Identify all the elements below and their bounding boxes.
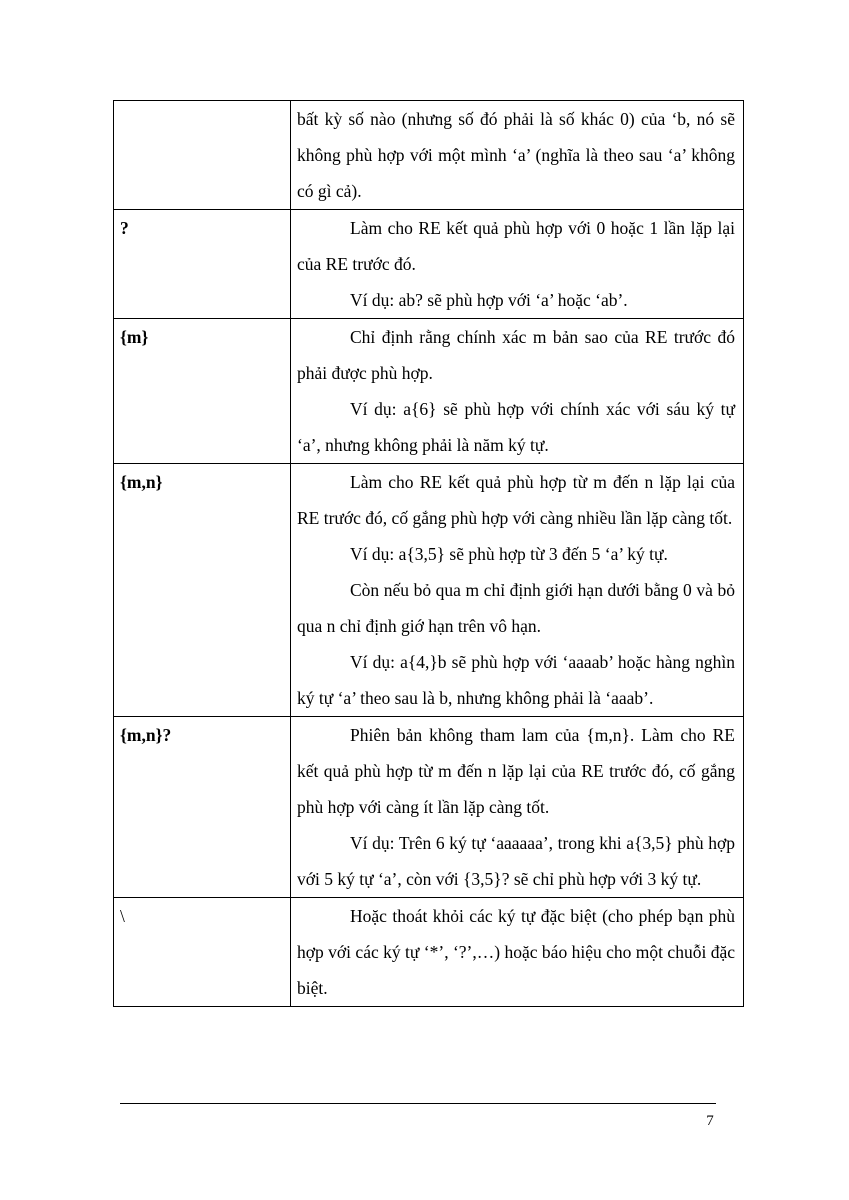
example-paragraph: Ví dụ: a{4,}b sẽ phù hợp với ‘aaaab’ hoặc hàng nghìn ký tự ‘a’ theo sau là b, nhưng không phải là ‘aaab’. xyxy=(297,652,735,708)
table-key-cell: \ xyxy=(114,898,291,1007)
footer-divider xyxy=(120,1103,716,1104)
table-description-cell xyxy=(291,210,744,319)
table-row xyxy=(114,210,744,319)
example-paragraph: Ví dụ: Trên 6 ký tự ‘aaaaaa’, trong khi a{3,5} phù hợp với 5 ký tự ‘a’, còn với {3,5}? sẽ chỉ phù hợp với 3 ký tự. xyxy=(297,833,735,889)
description-paragraph: Làm cho RE kết quả phù hợp từ m đến n lặp lại của RE trước đó, cố gắng phù hợp với càng nhiều lần lặp càng tốt. xyxy=(297,472,735,528)
regex-quantifier-table xyxy=(113,100,744,1007)
table-row xyxy=(114,319,744,464)
example-paragraph: Ví dụ: a{6} sẽ phù hợp với chính xác với sáu ký tự ‘a’, nhưng không phải là năm ký tự. xyxy=(297,399,735,455)
example-paragraph: Ví dụ: a{3,5} sẽ phù hợp từ 3 đến 5 ‘a’ ký tự. xyxy=(350,544,668,564)
table-key-cell: ? xyxy=(114,210,291,319)
table-description-cell xyxy=(291,101,744,210)
table-row xyxy=(114,717,744,898)
table-row xyxy=(114,898,744,1007)
description-paragraph: Làm cho RE kết quả phù hợp với 0 hoặc 1 lần lặp lại của RE trước đó. xyxy=(297,218,735,274)
description-paragraph: Phiên bản không tham lam của {m,n}. Làm cho RE kết quả phù hợp từ m đến n lặp lại của RE trước đó, cố gắng phù hợp với càng ít lần lặp càng tốt. xyxy=(297,725,735,817)
table-row xyxy=(114,101,744,210)
table-description-cell xyxy=(291,898,744,1007)
description-paragraph: bất kỳ số nào (nhưng số đó phải là số khác 0) của ‘b, nó sẽ không phù hợp với một mình ‘a’ (nghĩa là theo sau ‘a’ không có gì cả). xyxy=(297,109,735,201)
table-description-cell xyxy=(291,717,744,898)
table-key-cell: {m} xyxy=(114,319,291,464)
table-key-cell: {m,n} xyxy=(114,464,291,717)
example-paragraph: Ví dụ: ab? sẽ phù hợp với ‘a’ hoặc ‘ab’. xyxy=(350,290,628,310)
page-number: 7 xyxy=(706,1113,714,1129)
description-paragraph: Còn nếu bỏ qua m chỉ định giới hạn dưới bằng 0 và bỏ qua n chỉ định giớ hạn trên vô hạn. xyxy=(297,580,735,636)
table-row xyxy=(114,464,744,717)
description-paragraph: Chỉ định rằng chính xác m bản sao của RE trước đó phải được phù hợp. xyxy=(297,327,735,383)
table-key-cell xyxy=(114,101,291,210)
table-description-cell xyxy=(291,319,744,464)
table-description-cell xyxy=(291,464,744,717)
description-paragraph: Hoặc thoát khỏi các ký tự đặc biệt (cho phép bạn phù hợp với các ký tự ‘*’, ‘?’,…) hoặc báo hiệu cho một chuỗi đặc biệt. xyxy=(297,906,735,998)
table-key-cell: {m,n}? xyxy=(114,717,291,898)
